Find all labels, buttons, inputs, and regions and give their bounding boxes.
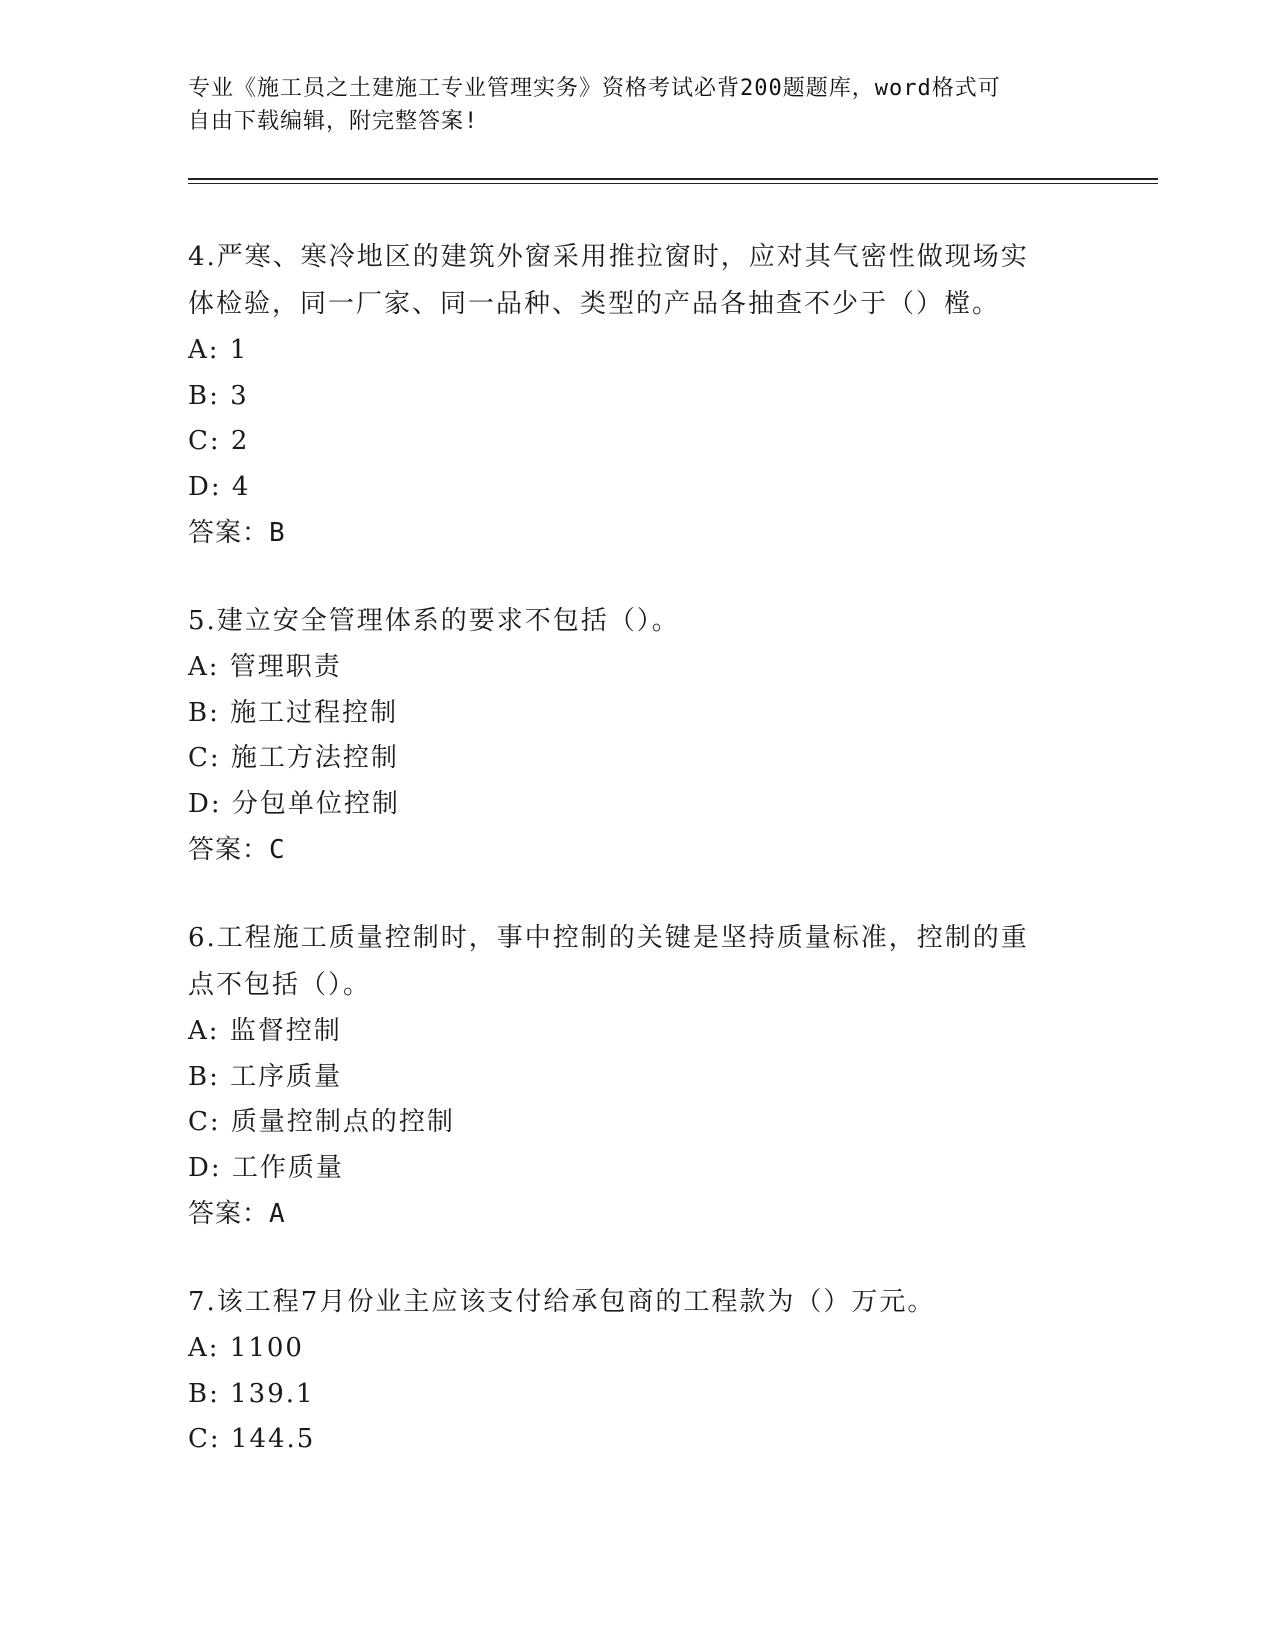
question-7: [188, 1279, 1088, 1463]
option-d: D: 分包单位控制: [188, 788, 400, 819]
option-c: C: 质量控制点的控制: [188, 1107, 455, 1137]
question-5: [188, 598, 1088, 873]
document-header: [188, 72, 1088, 138]
option-b: B: 工序质量: [188, 1061, 343, 1092]
option-a: A: 管理职责: [188, 652, 342, 682]
question-stem-line: 6.工程施工质量控制时，事中控制的关键是坚持质量标准，控制的重: [188, 923, 1029, 953]
header-divider-bottom: [188, 183, 1158, 184]
question-stem-line: 5.建立安全管理体系的要求不包括（）。: [188, 606, 680, 636]
question-stem-line: 7.该工程7月份业主应该支付给承包商的工程款为（）万元。: [188, 1287, 936, 1317]
option-d: D: 4: [188, 471, 251, 502]
option-a: A: 1: [188, 335, 249, 365]
option-d: D: 工作质量: [188, 1152, 344, 1183]
header-line-1: 专业《施工员之土建施工专业管理实务》资格考试必背200题题库，word格式可: [188, 76, 1001, 101]
answer: 答案：C: [188, 835, 286, 865]
option-b: B: 139.1: [188, 1378, 315, 1409]
question-stem: [188, 598, 1088, 645]
question-4: [188, 234, 1088, 556]
option-b: B: 3: [188, 380, 249, 411]
question-stem-line: 体检验，同一厂家、同一品种、类型的产品各抽查不少于（）樘。: [188, 289, 1001, 319]
option-a: A: 监督控制: [188, 1016, 342, 1046]
question-6: [188, 915, 1088, 1237]
question-list: [188, 234, 1088, 1505]
header-divider-top: [188, 178, 1158, 180]
question-stem: [188, 234, 1088, 328]
question-stem-line: 点不包括（）。: [188, 970, 372, 1000]
question-stem: [188, 1279, 1088, 1326]
option-c: C: 施工方法控制: [188, 743, 399, 773]
header-line-2: 自由下载编辑，附完整答案!: [188, 109, 479, 134]
question-stem: [188, 915, 1088, 1009]
answer: 答案：A: [188, 1199, 286, 1229]
option-a: A: 1100: [188, 1333, 304, 1363]
answer: 答案：B: [188, 518, 286, 548]
option-b: B: 施工过程控制: [188, 697, 399, 728]
question-stem-line: 4.严寒、寒冷地区的建筑外窗采用推拉窗时，应对其气密性做现场实: [188, 242, 1029, 272]
option-c: C: 2: [188, 426, 250, 456]
option-c: C: 144.5: [188, 1424, 316, 1454]
